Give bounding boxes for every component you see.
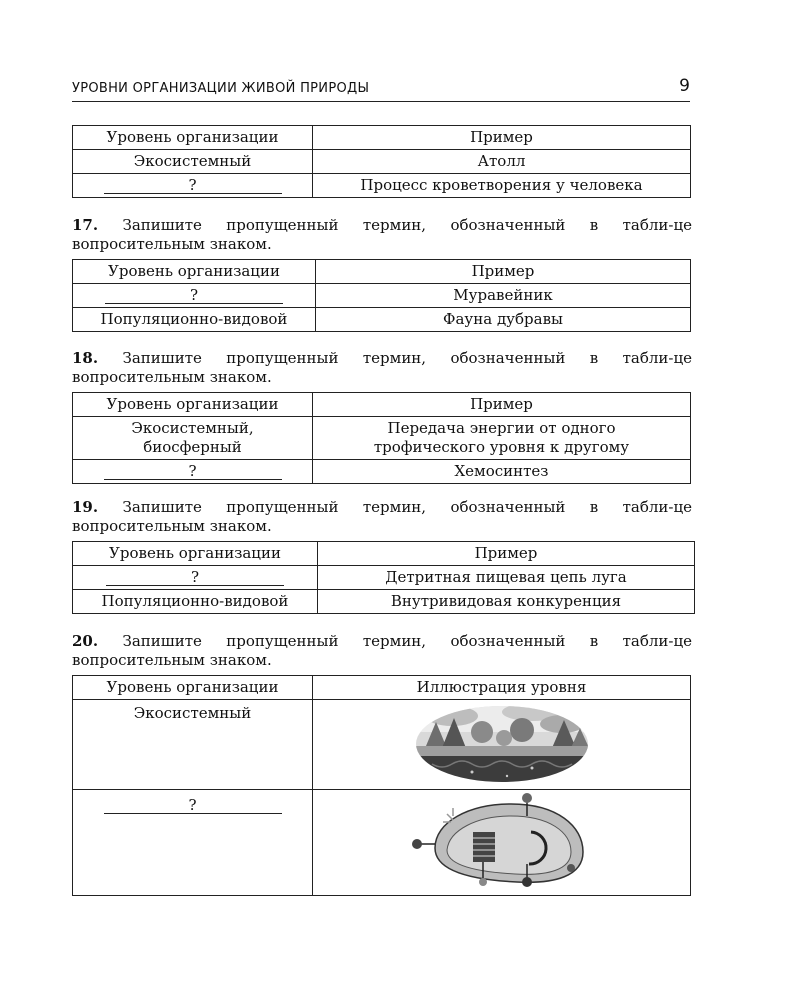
level-cell: Экосистемный [73, 150, 313, 174]
answer-blank[interactable]: ? [104, 463, 282, 480]
column-header-example: Пример [313, 126, 691, 150]
chloroplast-diagram-icon [407, 792, 597, 888]
table-row [73, 393, 691, 417]
level-cell [73, 460, 313, 484]
level-cell: Популяционно-видовой [73, 590, 318, 614]
running-header [72, 76, 690, 102]
table-task-17 [72, 259, 691, 332]
table-row [73, 284, 691, 308]
table-task-19 [72, 541, 695, 614]
table-row [73, 260, 691, 284]
table-row [73, 174, 691, 198]
column-header-example: Пример [318, 542, 695, 566]
answer-blank[interactable]: ? [104, 177, 282, 194]
example-cell: Фауна дубравы [316, 308, 691, 332]
table-row [73, 417, 691, 460]
level-cell [73, 566, 318, 590]
example-cell: Муравейник [316, 284, 691, 308]
illustration-cell [313, 700, 691, 790]
example-line: Передача энергии от одного [387, 419, 616, 437]
column-header-level: Уровень организации [73, 126, 313, 150]
table-task-16 [72, 125, 691, 198]
example-cell: Атолл [313, 150, 691, 174]
example-cell [313, 417, 691, 460]
illustration-cell [313, 790, 691, 896]
example-cell: Хемосинтез [313, 460, 691, 484]
table-row [73, 566, 695, 590]
level-cell: Популяционно-видовой [73, 308, 316, 332]
task-19-text [72, 498, 692, 536]
example-cell: Детритная пищевая цепь луга [318, 566, 695, 590]
task-instruction: Запишите пропущенный термин, обозначенный в табли-це вопросительным знаком. [72, 498, 692, 535]
column-header-level: Уровень организации [73, 260, 316, 284]
example-line: трофического уровня к другому [373, 438, 630, 456]
table-row [73, 700, 691, 790]
task-number: 19. [72, 498, 99, 516]
task-17-text [72, 216, 692, 254]
table-row [73, 460, 691, 484]
task-20-text [72, 632, 692, 670]
chapter-title: УРОВНИ ОРГАНИЗАЦИИ ЖИВОЙ ПРИРОДЫ [72, 81, 370, 96]
column-header-level: Уровень организации [73, 676, 313, 700]
table-task-18 [72, 392, 691, 484]
task-instruction: Запишите пропущенный термин, обозначенный в табли-це вопросительным знаком. [72, 216, 692, 253]
column-header-level: Уровень организации [73, 542, 318, 566]
table-row [73, 126, 691, 150]
ecosystem-landscape-icon [412, 702, 592, 782]
table-row [73, 308, 691, 332]
table-row [73, 590, 695, 614]
task-instruction: Запишите пропущенный термин, обозначенный в табли-це вопросительным знаком. [72, 632, 692, 669]
table-row [73, 790, 691, 896]
level-cell [73, 174, 313, 198]
table-task-20 [72, 675, 691, 896]
task-number: 17. [72, 216, 99, 234]
task-number: 18. [72, 349, 99, 367]
level-line: Экосистемный, [131, 419, 254, 437]
example-cell: Процесс кроветворения у человека [313, 174, 691, 198]
level-cell: Экосистемный [73, 700, 313, 790]
answer-blank[interactable]: ? [105, 287, 283, 304]
table-row [73, 150, 691, 174]
column-header-level: Уровень организации [73, 393, 313, 417]
page-number: 9 [679, 76, 690, 96]
table-row [73, 542, 695, 566]
level-cell [73, 417, 313, 460]
answer-blank[interactable]: ? [104, 797, 282, 814]
task-instruction: Запишите пропущенный термин, обозначенный в табли-це вопросительным знаком. [72, 349, 692, 386]
answer-blank[interactable]: ? [106, 569, 284, 586]
level-line: биосферный [143, 438, 242, 456]
column-header-example: Пример [316, 260, 691, 284]
level-cell [73, 284, 316, 308]
column-header-illustration: Иллюстрация уровня [313, 676, 691, 700]
task-number: 20. [72, 632, 99, 650]
table-row [73, 676, 691, 700]
column-header-example: Пример [313, 393, 691, 417]
example-cell: Внутривидовая конкуренция [318, 590, 695, 614]
level-cell [73, 790, 313, 896]
task-18-text [72, 349, 692, 387]
